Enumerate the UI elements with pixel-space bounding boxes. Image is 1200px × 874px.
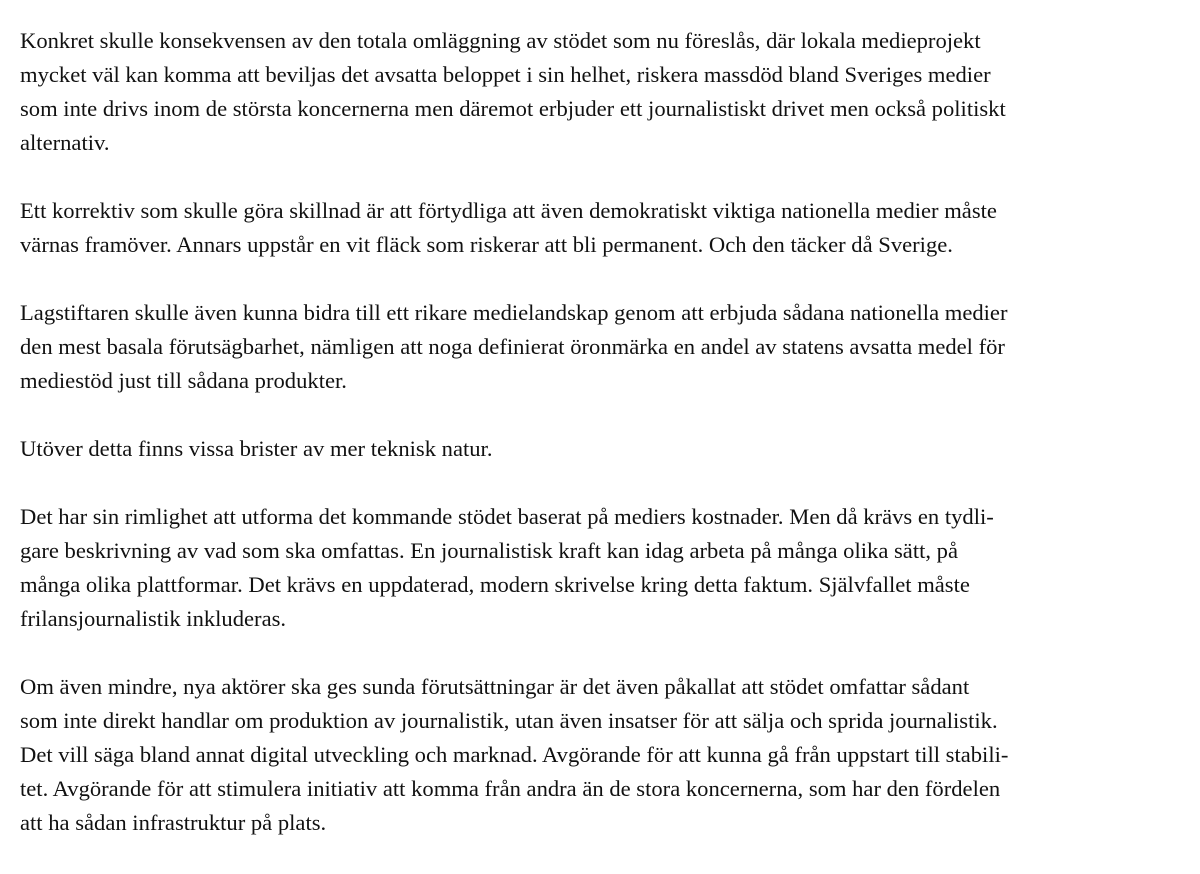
text-line: många olika plattformar. Det krävs en uppdaterad, modern skrivelse kring detta faktum. Självfallet måste	[20, 572, 970, 597]
text-line: mediestöd just till sådana produkter.	[20, 368, 347, 393]
text-line: frilansjournalistik inkluderas.	[20, 606, 287, 631]
paragraph-3	[20, 296, 1184, 398]
text-line: att ha sådan infrastruktur på plats.	[20, 810, 327, 835]
text-line: Det har sin rimlighet att utforma det kommande stödet baserat på mediers kostnader. Men då krävs en tydli-	[20, 504, 994, 529]
paragraph-5	[20, 500, 1184, 636]
text-line: den mest basala förutsägbarhet, nämligen att noga definierat öronmärka en andel av statens avsatta medel för	[20, 334, 1005, 359]
paragraph-2	[20, 194, 1184, 262]
text-line: Det vill säga bland annat digital utveckling och marknad. Avgörande för att kunna gå från uppstart till stabili-	[20, 742, 1009, 767]
text-line: som inte direkt handlar om produktion av journalistik, utan även insatser för att sälja och sprida journalistik.	[20, 708, 998, 733]
document-body	[20, 24, 1184, 874]
text-line: värnas framöver. Annars uppstår en vit fläck som riskerar att bli permanent. Och den täcker då Sverige.	[20, 232, 953, 257]
text-line: alternativ.	[20, 130, 110, 155]
text-line: Ett korrektiv som skulle göra skillnad är att förtydliga att även demokratiskt viktiga nationella medier måste	[20, 198, 997, 223]
text-line: Konkret skulle konsekvensen av den totala omläggning av stödet som nu föreslås, där lokala medieprojekt	[20, 28, 981, 53]
text-line: tet. Avgörande för att stimulera initiativ att komma från andra än de stora koncernerna, som har den fördelen	[20, 776, 1001, 801]
paragraph-4	[20, 432, 1184, 466]
text-line: gare beskrivning av vad som ska omfattas. En journalistisk kraft kan idag arbeta på många olika sätt, på	[20, 538, 958, 563]
text-line: Utöver detta finns vissa brister av mer teknisk natur.	[20, 436, 493, 461]
text-line: mycket väl kan komma att beviljas det avsatta beloppet i sin helhet, riskera massdöd bland Sveriges medier	[20, 62, 991, 87]
text-line: som inte drivs inom de största koncernerna men däremot erbjuder ett journalistiskt drivet men också politiskt	[20, 96, 1006, 121]
text-line: Lagstiftaren skulle även kunna bidra till ett rikare medielandskap genom att erbjuda sådana nationella medier	[20, 300, 1008, 325]
text-line: Om även mindre, nya aktörer ska ges sunda förutsättningar är det även påkallat att stödet omfattar sådant	[20, 674, 970, 699]
paragraph-1	[20, 24, 1184, 160]
paragraph-6	[20, 670, 1184, 840]
